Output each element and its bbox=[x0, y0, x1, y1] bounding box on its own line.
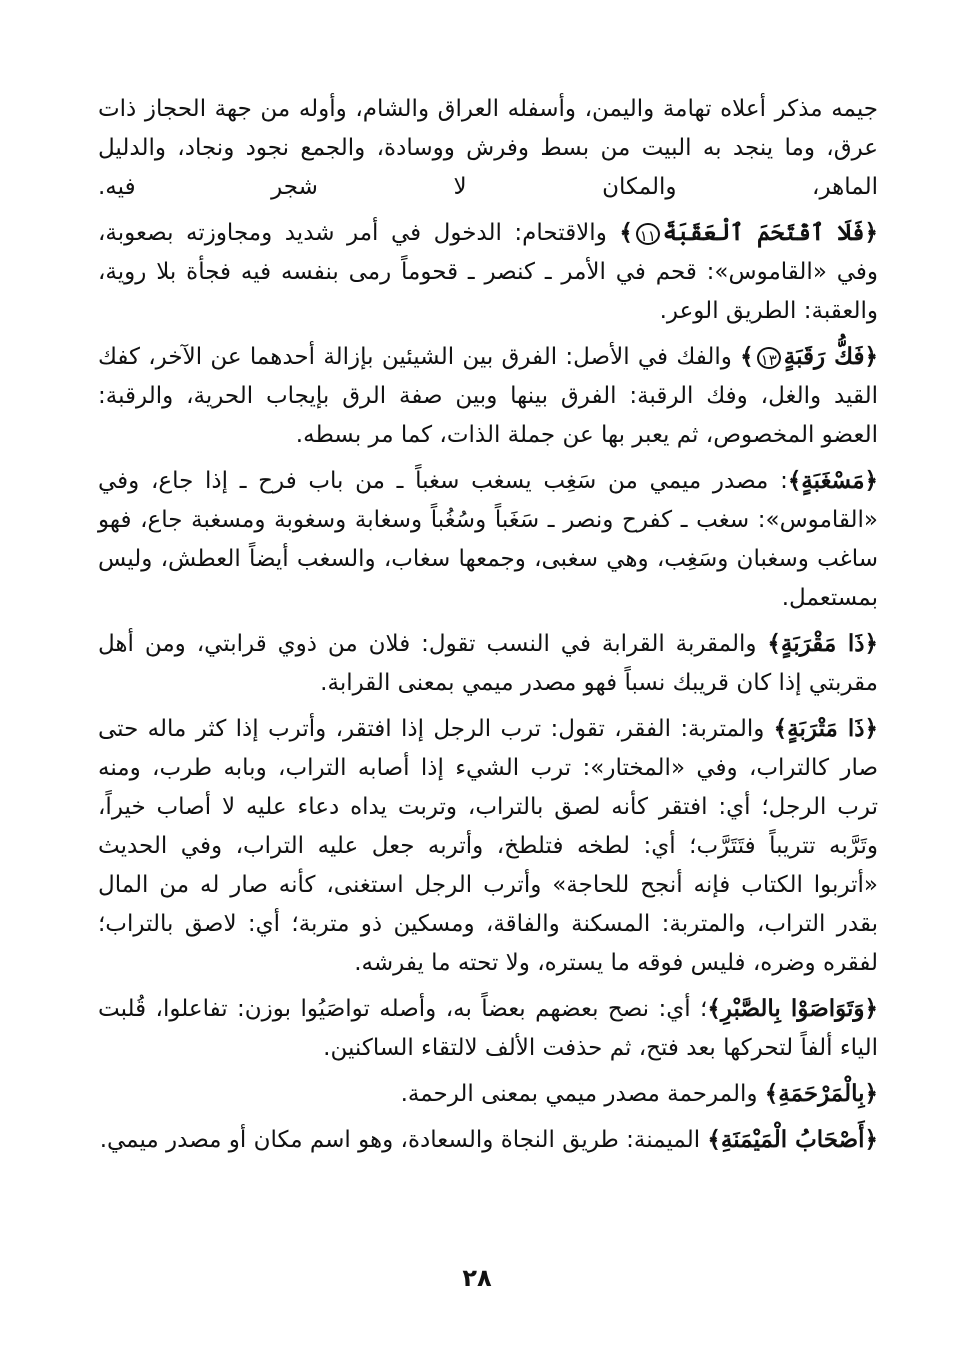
paragraph-fakk bbox=[98, 337, 878, 455]
paragraph-matraba bbox=[98, 709, 878, 983]
quran-quote: ﴿فَكُّ رَقَبَةٍ bbox=[783, 343, 878, 370]
paragraph-maymana bbox=[98, 1120, 878, 1160]
quran-quote: ﴿بِالْمَرْحَمَةِ﴾ bbox=[764, 1080, 878, 1107]
paragraph-text: جيمه مذكر أعلاه تهامة واليمن، وأسفله العراق والشام، وأوله من جهة الحجاز ذات عرق، وما ينجد به البيت من بسط وفرش ووسادة، والجمع نجود ونجاد، والدليل الماهر، والمكان لا شجر فيه. bbox=[98, 96, 878, 200]
quran-quote-close: ﴾ bbox=[619, 219, 633, 246]
paragraph-text: والمقربة القرابة في النسب تقول: فلان من ذوي قرابتي، ومن أهل مقربتي إذا كان قريبك نسباً فهو مصدر ميمي بمعنى القرابة. bbox=[98, 631, 878, 696]
quran-quote-close: ﴾ bbox=[740, 343, 754, 370]
paragraph-text: والاقتحام: الدخول في أمر شديد ومجاوزته بصعوبة، وفي «القاموس»: قحم في الأمر ـ كنصر ـ قحوماً رمى بنفسه فيه فجأة بلا روية، والعقبة: الطريق الوعر. bbox=[98, 220, 878, 324]
paragraph-text: والمتربة: الفقر، تقول: ترب الرجل إذا افتقر، وأترب إذا كثر ماله حتى صار كالتراب، وفي «المختار»: ترب الشيء إذا أصابه التراب، وبابه طرب، ومنه ترب الرجل؛ أي: افتقر كأنه لصق بالتراب، وتربت يداه دعاء عليه لا أصاب خيراً، وتَرَّبه تتريباً فتَتَرَّب؛ أي: لطخه فتلطخ، وأتربه جعل عليه التراب، وفي الحديث «أتربوا الكتاب فإنه أنجح للحاجة» وأترب الرجل استغنى، كأنه صار له من المال بقدر التراب، والمتربة: المسكنة والفاقة، ومسكين ذو متربة؛ أي: لاصق بالتراب؛ لفقره وضره، فليس فوقه ما يستره، ولا تحته ما يفرشه. bbox=[98, 716, 878, 976]
quran-quote: ﴿مَسْغَبَةٍ﴾ bbox=[787, 467, 878, 494]
page-body bbox=[98, 90, 878, 1166]
paragraph-text: : مصدر ميمي من سَغِب يسغب سغباً ـ من باب فرح ـ إذا جاع، وفي «القاموس»: سغب ـ كفرح ونصر ـ سَغَباً وسُغُباً وسغابة وسغوبة ومسغبة جاع، فهو ساغب وسغبان وسَغِب، وهي سغبى، وجمعها سغاب، والسغب أيضاً العطش، وليس بمستعمل. bbox=[98, 468, 878, 611]
quran-quote: ﴿ذَا مَتْرَبَةٍ﴾ bbox=[773, 715, 878, 742]
verse-number-badge: ١٣ bbox=[757, 347, 781, 369]
paragraph-text: والمرحمة مصدر ميمي بمعنى الرحمة. bbox=[400, 1081, 765, 1107]
paragraph-maqraba bbox=[98, 624, 878, 703]
paragraph-iqtaham bbox=[98, 213, 878, 331]
verse-number-badge: ١١ bbox=[636, 223, 660, 245]
paragraph-masghaba bbox=[98, 461, 878, 618]
paragraph-tawasaw bbox=[98, 989, 878, 1068]
quran-quote: ﴿وَتَوَاصَوْا بِالصَّبْرِ﴾ bbox=[707, 995, 878, 1022]
quran-quote: ﴿أَصْحَابُ الْمَيْمَنَةِ﴾ bbox=[707, 1126, 878, 1153]
paragraph-text: ؛ أي: نصح بعضهم بعضاً به، وأصله تواصَيُوا بوزن: تفاعلوا، قُلبت الياء ألفاً لتحركها بعد فتح، ثم حذفت الألف لالتقاء الساكنين. bbox=[98, 996, 878, 1061]
paragraph-text: والفك في الأصل: الفرق بين الشيئين بإزالة أحدهما عن الآخر، كفك القيد والغل، وفك الرقبة: الفرق بينها وبين صفة الرق بإيجاب الحرية، والرقبة: العضو المخصوص، ثم يعبر بها عن جملة الذات، كما مر بسطه. bbox=[98, 344, 878, 448]
quran-quote: ﴿فَلَا ٱقْتَحَمَ ٱلْعَقَبَةَ bbox=[662, 219, 878, 246]
page-number: ٢٨ bbox=[462, 1264, 492, 1292]
quran-quote: ﴿ذَا مَقْرَبَةٍ﴾ bbox=[767, 630, 878, 657]
paragraph-marhama bbox=[98, 1074, 878, 1114]
paragraph-intro bbox=[98, 90, 878, 207]
paragraph-text: الميمنة: طريق النجاة والسعادة، وهو اسم مكان أو مصدر ميمي. bbox=[99, 1127, 708, 1153]
